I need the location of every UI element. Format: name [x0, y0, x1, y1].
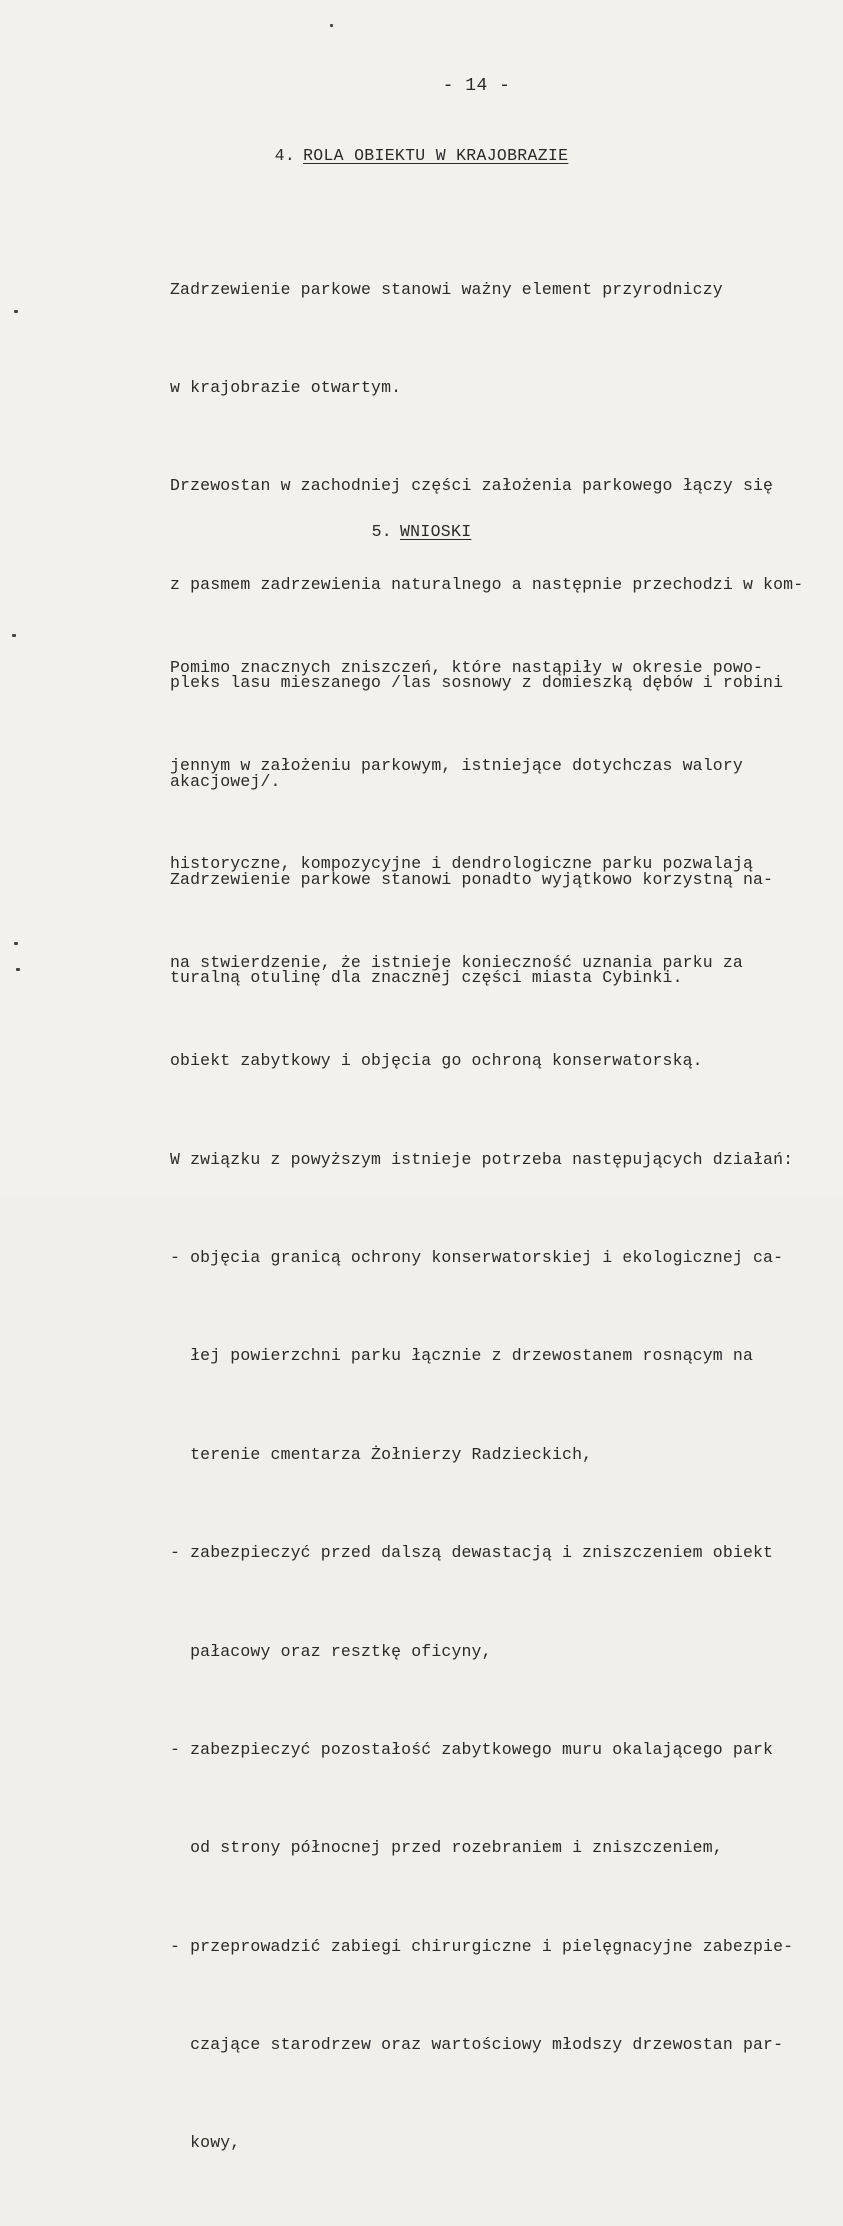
punch-mark [12, 634, 16, 637]
punch-mark [14, 942, 18, 945]
list-item-continuation: łej powierzchni parku łącznie z drzewostanem rosnącym na [170, 1346, 753, 1366]
section-title: ROLA OBIEKTU W KRAJOBRAZIE [303, 146, 569, 165]
punch-mark [330, 24, 333, 27]
text-line: turalną otulinę dla znacznej części miasta Cybinki. [170, 968, 683, 988]
text-line: akacjowej/. [170, 771, 281, 791]
text-line: historyczne, kompozycyjne i dendrologiczne parku pozwalają [170, 854, 753, 874]
text-line: obiekt zabytkowy i objęcia go ochroną konserwatorską. [170, 1051, 703, 1071]
text-line: na stwierdzenie, że istnieje konieczność uznania parku za [170, 952, 743, 972]
list-item: - zabezpieczyć przed dalszą dewastacją i zniszczeniem obiekt [170, 1543, 774, 1563]
text-line: w krajobrazie otwartym. [170, 377, 402, 397]
page-number: - 14 - [442, 76, 511, 96]
text-line: jennym w założeniu parkowym, istniejące dotychczas walory [170, 755, 743, 775]
section-heading-5 [0, 522, 843, 541]
section-5-body [170, 586, 830, 2226]
list-item: - objęcia granicą ochrony konserwatorskiej i ekologicznej ca- [170, 1247, 784, 1267]
text-line: Drzewostan w zachodniej części założenia parkowego łączy się [170, 476, 774, 496]
section-heading-4 [0, 146, 843, 165]
text-line: Pomimo znacznych zniszczeń, które nastąpiły w okresie powo- [170, 657, 764, 677]
text-line: pleks lasu mieszanego /las sosnowy z domieszką dębów i robini [170, 673, 784, 693]
punch-mark [16, 968, 20, 971]
section-title: WNIOSKI [399, 522, 472, 541]
text-line: z pasmem zadrzewienia naturalnego a następnie przechodzi w kom- [170, 574, 804, 594]
list-item-continuation: kowy, [170, 2133, 241, 2153]
list-item: - przeprowadzić zabiegi chirurgiczne i pielęgnacyjne zabezpie- [170, 1936, 794, 1956]
list-item-continuation: od strony północnej przed rozebraniem i zniszczeniem, [170, 1838, 723, 1858]
text-line: Zadrzewienie parkowe stanowi ponadto wyjątkowo korzystną na- [170, 869, 774, 889]
list-item-continuation: terenie cmentarza Żołnierzy Radzieckich, [170, 1444, 593, 1464]
punch-mark [14, 310, 18, 313]
list-item: - zabezpieczyć pozostałość zabytkowego muru okalającego park [170, 1739, 774, 1759]
section-number: 4. [274, 146, 296, 165]
text-line: Zadrzewienie parkowe stanowi ważny element przyrodniczy [170, 279, 723, 299]
list-item-continuation: pałacowy oraz resztkę oficyny, [170, 1641, 492, 1661]
section-number: 5. [371, 522, 392, 541]
text-line: W związku z powyższym istnieje potrzeba następujących działań: [170, 1149, 794, 1169]
list-item-continuation: czające starodrzew oraz wartościowy młodszy drzewostan par- [170, 2035, 784, 2055]
